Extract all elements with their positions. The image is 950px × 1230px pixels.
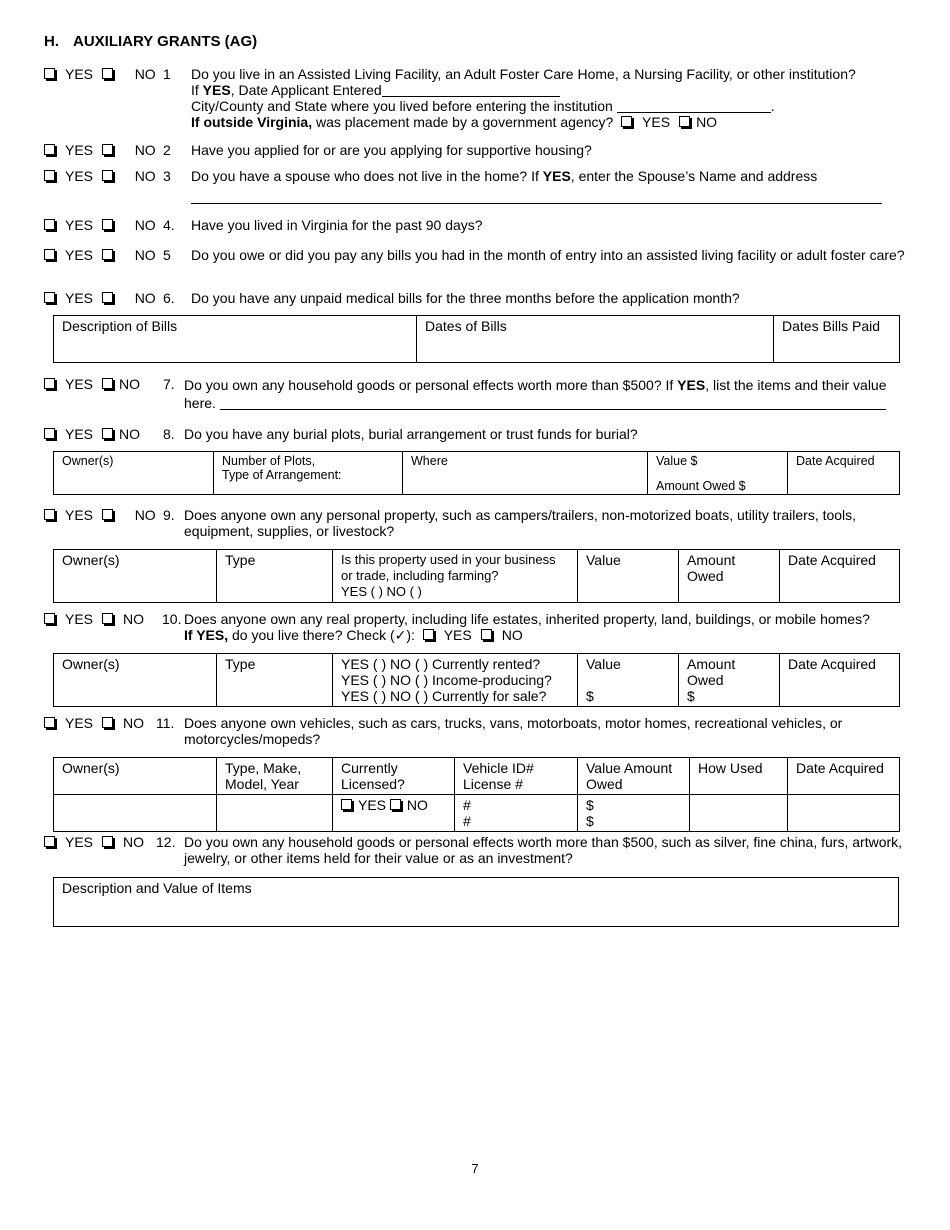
question-number: 11.	[156, 715, 175, 731]
question-text: Have you lived in Virginia for the past 90 days?	[191, 217, 483, 233]
yes-checkbox[interactable]	[44, 613, 55, 624]
question-text: Do you have a spouse who does not live in the home? If YES, enter the Spouse’s Name and address	[191, 168, 818, 184]
no-checkbox[interactable]	[102, 219, 113, 230]
live-there-yes-checkbox[interactable]	[423, 629, 434, 640]
yes-checkbox[interactable]	[44, 219, 55, 230]
table-row	[54, 654, 900, 707]
bills-table	[53, 315, 900, 363]
no-checkbox[interactable]	[102, 613, 113, 624]
question-text: Have you applied for or are you applying for supportive housing?	[191, 142, 592, 158]
table-row	[54, 316, 900, 363]
yes-checkbox[interactable]	[44, 68, 55, 79]
question-7	[44, 376, 910, 411]
section-heading: AUXILIARY GRANTS (AG)	[73, 33, 258, 50]
yes-checkbox[interactable]	[44, 249, 55, 260]
question-8	[44, 426, 910, 442]
table-row	[54, 452, 900, 495]
question-number: 3	[163, 168, 171, 184]
licensed-no-checkbox[interactable]	[390, 799, 401, 810]
burial-owners-cell[interactable]: Owner(s)	[54, 452, 214, 495]
no-checkbox[interactable]	[102, 292, 113, 303]
question-number: 4.	[163, 217, 175, 233]
real-property-table	[53, 653, 900, 707]
yes-no-choice: YES NO	[44, 834, 144, 850]
burial-where-cell[interactable]: Where	[403, 452, 648, 495]
yes-checkbox[interactable]	[44, 144, 55, 155]
bills-dates-cell[interactable]: Dates of Bills	[417, 316, 774, 363]
items-table	[53, 877, 899, 927]
yes-checkbox[interactable]	[44, 378, 55, 389]
personal-business-use-cell[interactable]: Is this property used in your business or trade, including farming? YES ( ) NO ( )	[333, 550, 578, 603]
yes-checkbox[interactable]	[44, 509, 55, 520]
no-checkbox[interactable]	[102, 249, 113, 260]
items-list-field[interactable]	[220, 396, 886, 410]
personal-type-cell[interactable]: Type	[217, 550, 333, 603]
yes-no-choice: YES NO	[44, 376, 140, 392]
question-text: Do you live in an Assisted Living Facility, an Adult Foster Care Home, a Nursing Facility, or other institution? If YES, Date Applicant Entered City/County and State where you lived before entering the institution . If outside Virginia, was placement made by a government agency? YES NO	[191, 66, 856, 130]
question-number: 8.	[163, 426, 175, 442]
licensed-yes-checkbox[interactable]	[341, 799, 352, 810]
question-6	[44, 290, 910, 306]
burial-plots-cell[interactable]: Number of Plots, Type of Arrangement:	[214, 452, 403, 495]
question-number: 5	[163, 247, 171, 263]
question-text: Do you own any household goods or personal effects worth more than $500? If YES, list the items and their value here.	[184, 377, 887, 411]
question-9	[44, 507, 910, 539]
yes-no-choice: YES NO	[44, 507, 156, 523]
personal-value-cell[interactable]: Value	[578, 550, 679, 603]
vehicle-how-used-header: How Used	[690, 758, 788, 795]
table-row	[54, 758, 900, 795]
question-number: 10.	[162, 611, 182, 627]
vehicle-value-cell[interactable]: $ $	[578, 795, 690, 832]
section-code: H.	[44, 33, 59, 50]
question-number: 1	[163, 66, 171, 82]
yes-no-choice: YES NO	[44, 247, 156, 263]
personal-date-cell[interactable]: Date Acquired	[780, 550, 900, 603]
yes-checkbox[interactable]	[44, 836, 55, 847]
table-row	[54, 795, 900, 832]
question-number: 7.	[163, 376, 175, 392]
yes-no-choice: YES NO	[44, 426, 140, 442]
vehicle-date-header: Date Acquired	[788, 758, 900, 795]
real-owners-cell[interactable]: Owner(s)	[54, 654, 217, 707]
section-title	[44, 34, 257, 50]
no-checkbox[interactable]	[102, 378, 113, 389]
table-row	[54, 878, 899, 927]
prior-location-field[interactable]	[617, 99, 771, 113]
question-4	[44, 217, 910, 233]
yes-no-choice: YES NO	[44, 611, 144, 627]
vehicle-make-header: Type, Make, Model, Year	[217, 758, 333, 795]
no-checkbox[interactable]	[102, 717, 113, 728]
personal-owed-cell[interactable]: Amount Owed	[679, 550, 780, 603]
date-entered-field[interactable]	[382, 83, 560, 97]
gov-agency-yes-checkbox[interactable]	[621, 116, 632, 127]
yes-checkbox[interactable]	[44, 170, 55, 181]
vehicle-how-used-cell[interactable]	[690, 795, 788, 832]
spouse-address-field[interactable]	[191, 203, 882, 204]
yes-checkbox[interactable]	[44, 717, 55, 728]
yes-no-choice: YES NO	[44, 168, 156, 184]
vehicle-date-cell[interactable]	[788, 795, 900, 832]
no-checkbox[interactable]	[102, 836, 113, 847]
table-row	[54, 550, 900, 603]
burial-date-cell[interactable]: Date Acquired	[788, 452, 900, 495]
question-10	[44, 611, 910, 643]
question-text: Do you owe or did you pay any bills you had in the month of entry into an assisted living facility or adult foster care?	[191, 247, 905, 263]
question-number: 9.	[163, 507, 175, 523]
question-text: Does anyone own vehicles, such as cars, trucks, vans, motorboats, motor homes, recreational vehicles, or motorcycles/mopeds?	[184, 715, 843, 747]
question-text: Do you have any burial plots, burial arrangement or trust funds for burial?	[184, 426, 638, 442]
yes-no-choice: YES NO	[44, 142, 156, 158]
question-text: Do you own any household goods or personal effects worth more than $500, such as silver, fine china, furs, artwork, jewelry, or other items held for their value or as an investment?	[184, 834, 903, 866]
no-checkbox[interactable]	[102, 509, 113, 520]
personal-property-table	[53, 549, 900, 603]
burial-value-cell[interactable]: Value $ Amount Owed $	[648, 452, 788, 495]
question-1	[44, 66, 910, 130]
no-checkbox[interactable]	[102, 144, 113, 155]
no-checkbox[interactable]	[102, 170, 113, 181]
vehicle-licensed-cell: YES NO	[333, 795, 455, 832]
real-status-cell[interactable]: YES ( ) NO ( ) Currently rented? YES ( ) NO ( ) Income-producing? YES ( ) NO ( ) Currently for sale?	[333, 654, 578, 707]
yes-checkbox[interactable]	[44, 428, 55, 439]
burial-table	[53, 451, 900, 495]
real-date-cell[interactable]: Date Acquired	[780, 654, 900, 707]
items-description-cell[interactable]: Description and Value of Items	[54, 878, 899, 927]
vehicle-id-cell[interactable]: # #	[455, 795, 578, 832]
yes-no-choice: YES NO	[44, 66, 156, 82]
vehicle-value-header: Value Amount Owed	[578, 758, 690, 795]
yes-no-choice: YES NO	[44, 715, 144, 731]
gov-agency-no-checkbox[interactable]	[679, 116, 690, 127]
question-2	[44, 142, 910, 158]
real-type-cell[interactable]: Type	[217, 654, 333, 707]
no-checkbox[interactable]	[102, 428, 113, 439]
question-number: 12.	[156, 834, 176, 850]
question-12	[44, 834, 910, 866]
question-text: Do you have any unpaid medical bills for the three months before the application month?	[191, 290, 740, 306]
vehicles-table	[53, 757, 900, 832]
personal-owners-cell[interactable]: Owner(s)	[54, 550, 217, 603]
page-number: 7	[471, 1161, 479, 1176]
yes-no-choice: YES NO	[44, 217, 156, 233]
vehicle-owners-cell[interactable]	[54, 795, 217, 832]
no-checkbox[interactable]	[102, 68, 113, 79]
vehicle-make-cell[interactable]	[217, 795, 333, 832]
real-owed-cell[interactable]: Amount Owed $	[679, 654, 780, 707]
question-number: 6.	[163, 290, 175, 306]
real-value-cell[interactable]: Value $	[578, 654, 679, 707]
vehicle-licensed-header: Currently Licensed?	[333, 758, 455, 795]
vehicle-id-header: Vehicle ID# License #	[455, 758, 578, 795]
yes-no-choice: YES NO	[44, 290, 156, 306]
bills-paid-cell[interactable]: Dates Bills Paid	[774, 316, 900, 363]
vehicle-owners-header: Owner(s)	[54, 758, 217, 795]
question-text: Does anyone own any personal property, such as campers/trailers, non-motorized boats, utility trailers, tools, equipment, supplies, or livestock?	[184, 507, 857, 539]
question-11	[44, 715, 910, 747]
question-text: Does anyone own any real property, including life estates, inherited property, land, buildings, or mobile homes? If YES, do you live there? Check (✓): YES NO	[184, 611, 870, 643]
question-5	[44, 247, 910, 279]
yes-checkbox[interactable]	[44, 292, 55, 303]
live-there-no-checkbox[interactable]	[481, 629, 492, 640]
question-3	[44, 168, 910, 208]
question-number: 2	[163, 142, 171, 158]
bills-description-cell[interactable]: Description of Bills	[54, 316, 417, 363]
